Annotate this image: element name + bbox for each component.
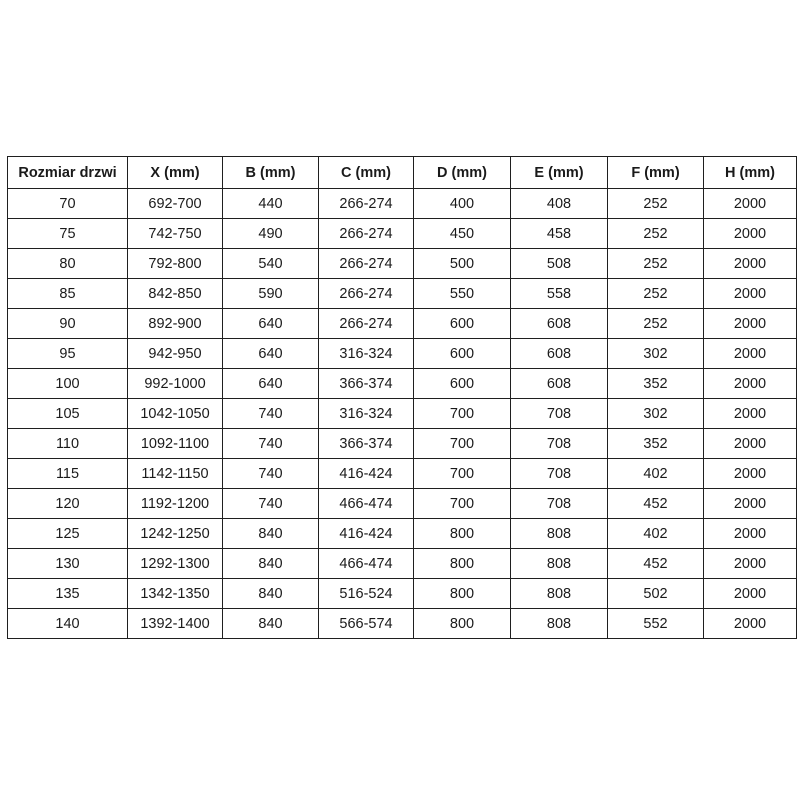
table-row — [8, 609, 797, 639]
table-cell: 1042-1050 — [128, 399, 223, 429]
table-cell: 640 — [223, 339, 319, 369]
table-cell: 70 — [8, 189, 128, 219]
table-cell: 2000 — [704, 429, 797, 459]
table-cell: 552 — [608, 609, 704, 639]
table-row — [8, 219, 797, 249]
table-row — [8, 459, 797, 489]
table-cell: 408 — [511, 189, 608, 219]
table-cell: 840 — [223, 549, 319, 579]
table-cell: 840 — [223, 579, 319, 609]
table-cell: 440 — [223, 189, 319, 219]
table-cell: 540 — [223, 249, 319, 279]
table-cell: 692-700 — [128, 189, 223, 219]
header-cell: X (mm) — [128, 157, 223, 189]
table-cell: 708 — [511, 489, 608, 519]
table-cell: 516-524 — [319, 579, 414, 609]
header-cell: E (mm) — [511, 157, 608, 189]
header-cell: D (mm) — [414, 157, 511, 189]
header-cell: Rozmiar drzwi — [8, 157, 128, 189]
table-cell: 640 — [223, 309, 319, 339]
table-cell: 366-374 — [319, 429, 414, 459]
table-cell: 1142-1150 — [128, 459, 223, 489]
table-cell: 450 — [414, 219, 511, 249]
table-cell: 942-950 — [128, 339, 223, 369]
table-cell: 1292-1300 — [128, 549, 223, 579]
table-cell: 2000 — [704, 309, 797, 339]
table-cell: 416-424 — [319, 459, 414, 489]
table-cell: 466-474 — [319, 489, 414, 519]
table-cell: 640 — [223, 369, 319, 399]
table-cell: 2000 — [704, 519, 797, 549]
table-cell: 458 — [511, 219, 608, 249]
table-cell: 600 — [414, 369, 511, 399]
table-cell: 2000 — [704, 549, 797, 579]
header-cell: F (mm) — [608, 157, 704, 189]
table-row — [8, 369, 797, 399]
table-cell: 1192-1200 — [128, 489, 223, 519]
table-row — [8, 339, 797, 369]
table-cell: 2000 — [704, 189, 797, 219]
table-cell: 740 — [223, 399, 319, 429]
table-cell: 135 — [8, 579, 128, 609]
table-cell: 352 — [608, 369, 704, 399]
table-cell: 416-424 — [319, 519, 414, 549]
header-cell: B (mm) — [223, 157, 319, 189]
table-cell: 266-274 — [319, 279, 414, 309]
table-cell: 2000 — [704, 339, 797, 369]
table-cell: 740 — [223, 429, 319, 459]
table-cell: 708 — [511, 399, 608, 429]
table-cell: 508 — [511, 249, 608, 279]
table-cell: 800 — [414, 549, 511, 579]
table-cell: 500 — [414, 249, 511, 279]
table-row — [8, 579, 797, 609]
table-cell: 130 — [8, 549, 128, 579]
table-cell: 2000 — [704, 459, 797, 489]
table-row — [8, 279, 797, 309]
table-cell: 366-374 — [319, 369, 414, 399]
table-cell: 566-574 — [319, 609, 414, 639]
table-cell: 75 — [8, 219, 128, 249]
table-cell: 700 — [414, 459, 511, 489]
table-cell: 808 — [511, 519, 608, 549]
table-cell: 100 — [8, 369, 128, 399]
table-cell: 466-474 — [319, 549, 414, 579]
table-cell: 490 — [223, 219, 319, 249]
table-cell: 708 — [511, 429, 608, 459]
table-cell: 808 — [511, 549, 608, 579]
table-cell: 502 — [608, 579, 704, 609]
header-cell: H (mm) — [704, 157, 797, 189]
table-cell: 302 — [608, 399, 704, 429]
table-cell: 120 — [8, 489, 128, 519]
table-cell: 352 — [608, 429, 704, 459]
table-cell: 590 — [223, 279, 319, 309]
table-cell: 992-1000 — [128, 369, 223, 399]
table-cell: 2000 — [704, 279, 797, 309]
table-cell: 600 — [414, 309, 511, 339]
table-cell: 808 — [511, 609, 608, 639]
table-cell: 85 — [8, 279, 128, 309]
table-row — [8, 489, 797, 519]
table-cell: 95 — [8, 339, 128, 369]
table-row — [8, 549, 797, 579]
table-cell: 608 — [511, 369, 608, 399]
table-cell: 2000 — [704, 219, 797, 249]
header-row — [8, 157, 797, 189]
table-cell: 808 — [511, 579, 608, 609]
table-cell: 708 — [511, 459, 608, 489]
table-cell: 700 — [414, 429, 511, 459]
table-cell: 2000 — [704, 489, 797, 519]
table-header — [8, 157, 797, 189]
table-cell: 558 — [511, 279, 608, 309]
table-cell: 842-850 — [128, 279, 223, 309]
table-cell: 840 — [223, 609, 319, 639]
table-cell: 2000 — [704, 399, 797, 429]
table-cell: 2000 — [704, 369, 797, 399]
table-cell: 700 — [414, 399, 511, 429]
table-row — [8, 429, 797, 459]
table-cell: 1092-1100 — [128, 429, 223, 459]
table-cell: 402 — [608, 459, 704, 489]
table-cell: 105 — [8, 399, 128, 429]
table-cell: 400 — [414, 189, 511, 219]
table-cell: 550 — [414, 279, 511, 309]
table-cell: 252 — [608, 249, 704, 279]
table-cell: 800 — [414, 609, 511, 639]
table-cell: 140 — [8, 609, 128, 639]
table-row — [8, 309, 797, 339]
table-cell: 1392-1400 — [128, 609, 223, 639]
table-cell: 742-750 — [128, 219, 223, 249]
table-cell: 266-274 — [319, 219, 414, 249]
table-cell: 90 — [8, 309, 128, 339]
table-cell: 740 — [223, 489, 319, 519]
table-cell: 2000 — [704, 609, 797, 639]
table-cell: 266-274 — [319, 249, 414, 279]
table-cell: 452 — [608, 489, 704, 519]
table-row — [8, 519, 797, 549]
table-cell: 800 — [414, 519, 511, 549]
table-cell: 252 — [608, 189, 704, 219]
table-cell: 402 — [608, 519, 704, 549]
table-cell: 125 — [8, 519, 128, 549]
table-cell: 266-274 — [319, 189, 414, 219]
table-cell: 110 — [8, 429, 128, 459]
table-cell: 302 — [608, 339, 704, 369]
table-cell: 2000 — [704, 579, 797, 609]
table-cell: 452 — [608, 549, 704, 579]
table-cell: 600 — [414, 339, 511, 369]
table-row — [8, 249, 797, 279]
table-cell: 608 — [511, 309, 608, 339]
table-cell: 252 — [608, 309, 704, 339]
table-cell: 700 — [414, 489, 511, 519]
table-cell: 608 — [511, 339, 608, 369]
table-cell: 792-800 — [128, 249, 223, 279]
table-row — [8, 399, 797, 429]
table-cell: 316-324 — [319, 339, 414, 369]
table-cell: 316-324 — [319, 399, 414, 429]
door-size-spec-table — [7, 156, 797, 639]
table-cell: 740 — [223, 459, 319, 489]
table-cell: 266-274 — [319, 309, 414, 339]
table-cell: 252 — [608, 279, 704, 309]
table-cell: 2000 — [704, 249, 797, 279]
table-row — [8, 189, 797, 219]
table-cell: 252 — [608, 219, 704, 249]
table-cell: 840 — [223, 519, 319, 549]
table-cell: 80 — [8, 249, 128, 279]
table-cell: 800 — [414, 579, 511, 609]
header-cell: C (mm) — [319, 157, 414, 189]
table-cell: 1342-1350 — [128, 579, 223, 609]
table-cell: 1242-1250 — [128, 519, 223, 549]
table-cell: 115 — [8, 459, 128, 489]
table-cell: 892-900 — [128, 309, 223, 339]
table-body — [8, 189, 797, 639]
